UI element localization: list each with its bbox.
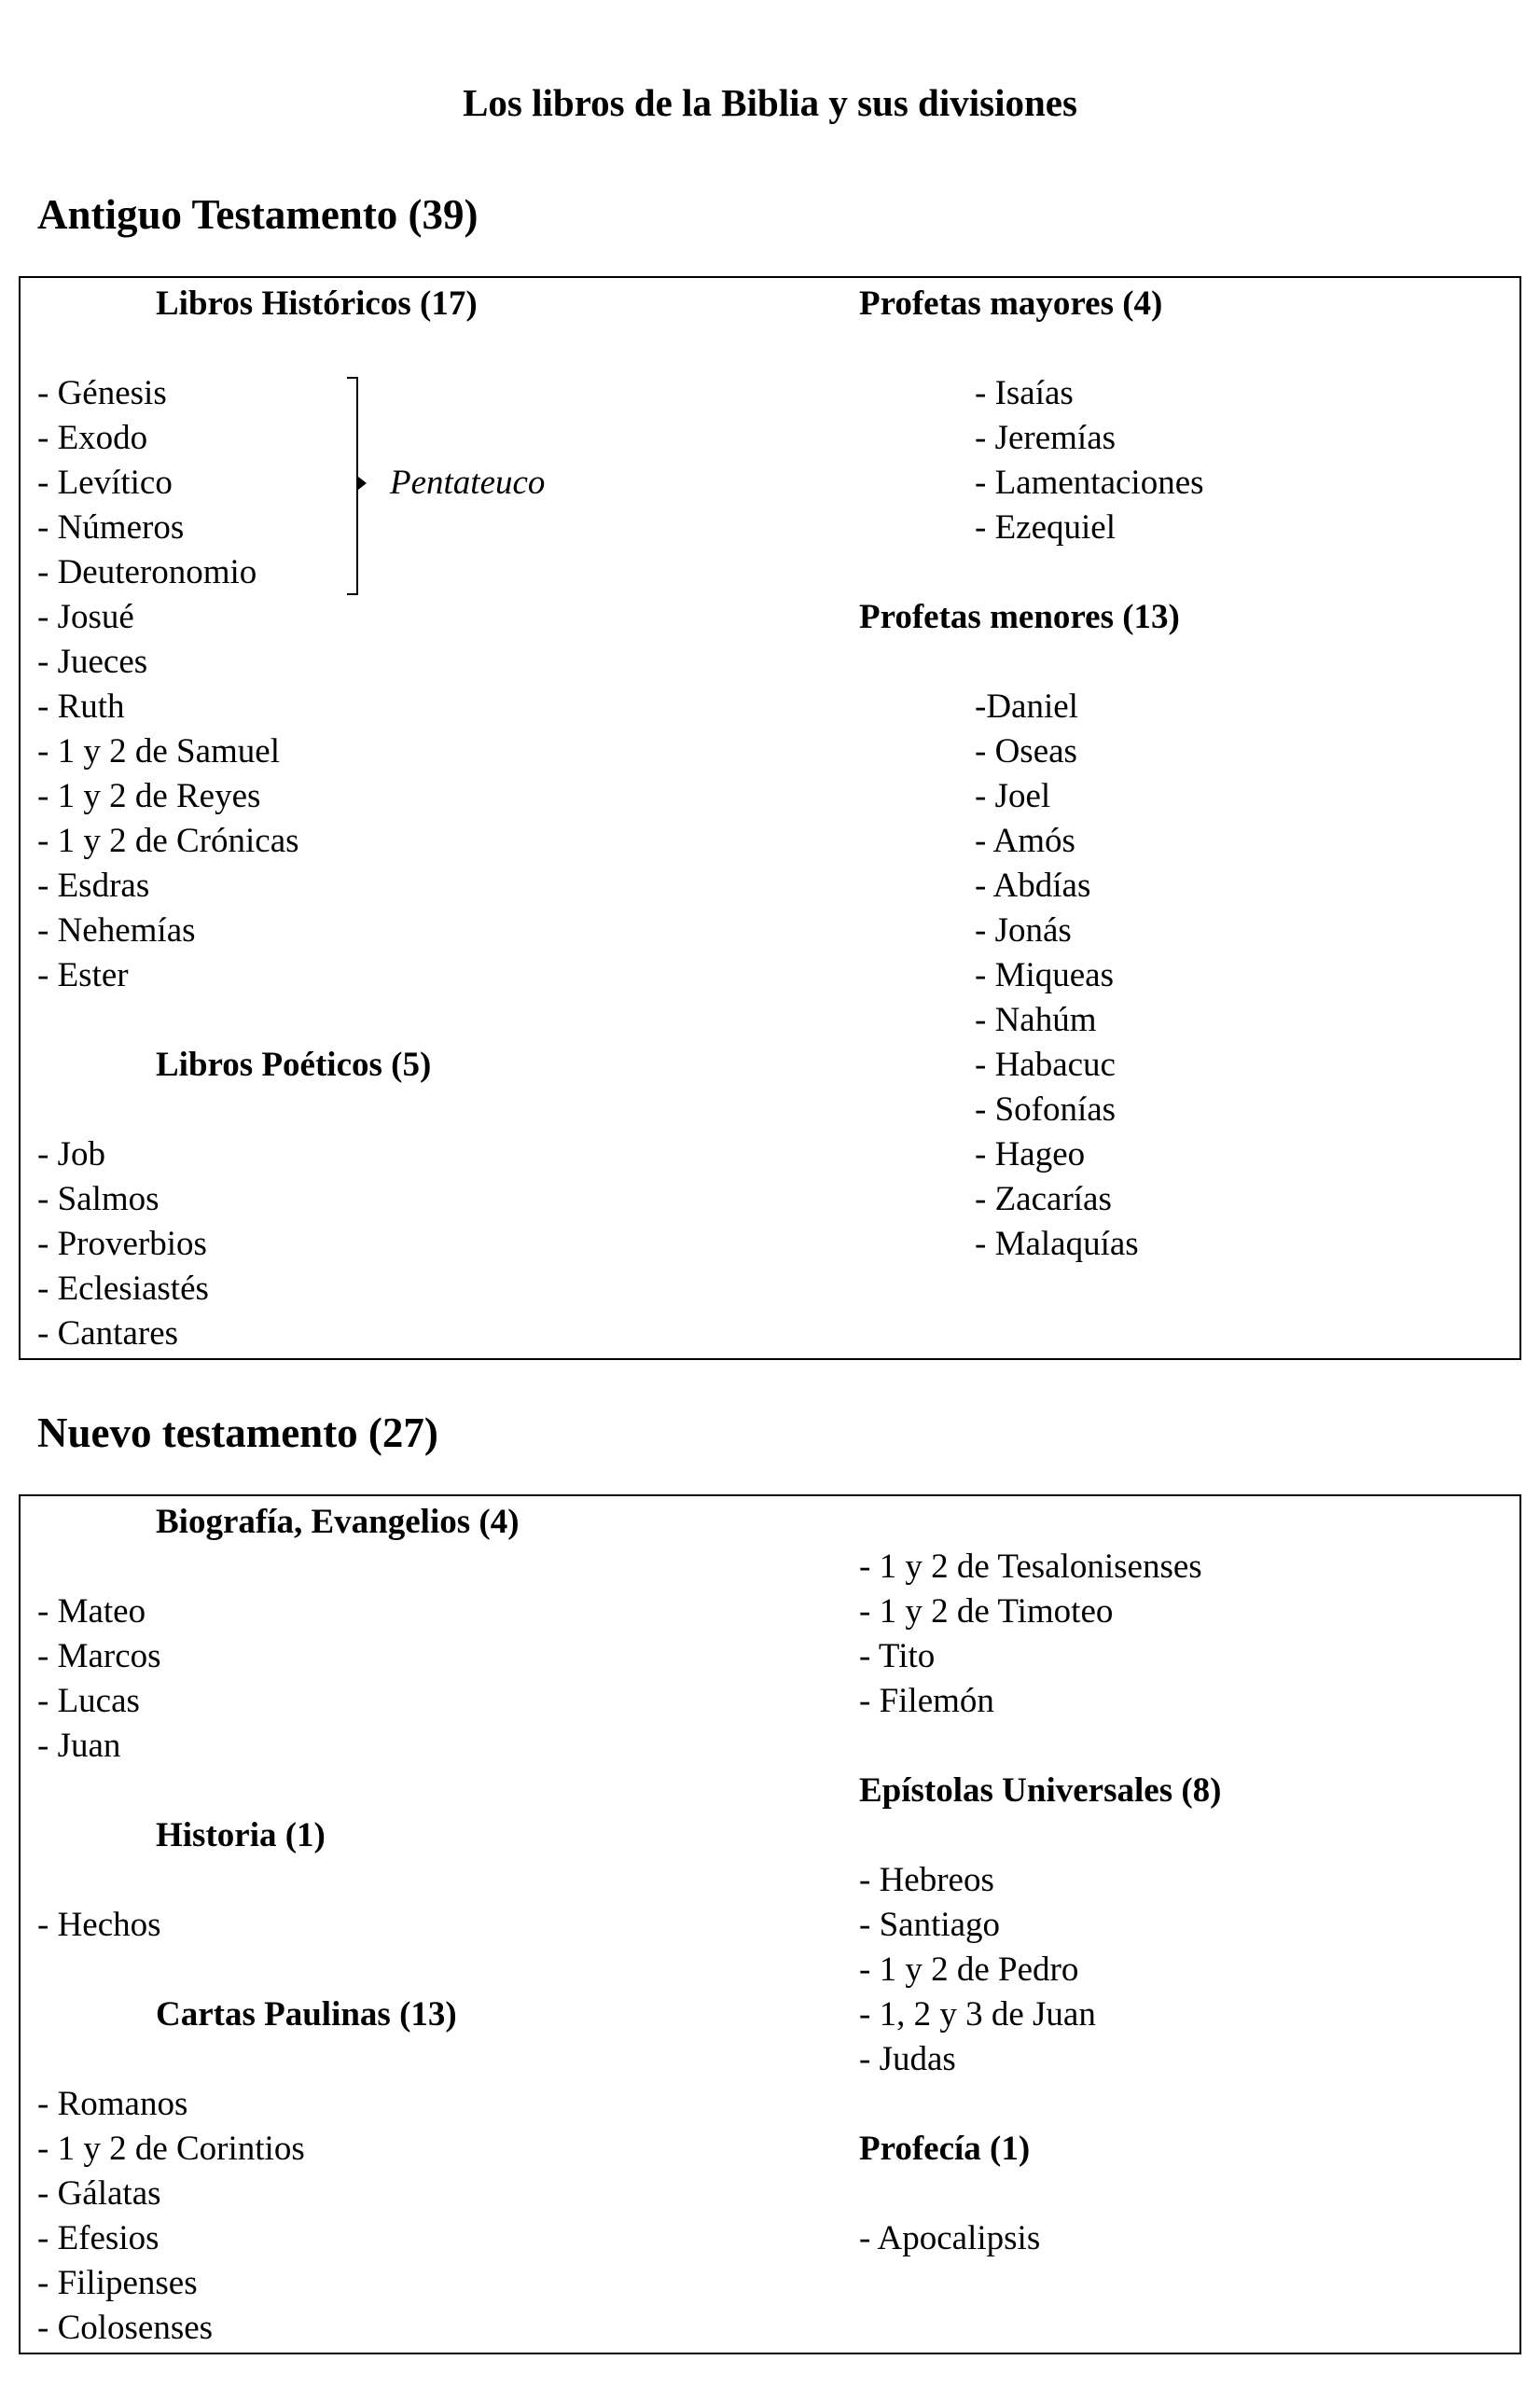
historical-book-item: - Levítico: [37, 464, 173, 502]
history-heading: Historia (1): [156, 1816, 326, 1854]
historical-book-item: - Nehemías: [37, 911, 196, 950]
minor-prophet-item: - Amós: [975, 822, 1075, 860]
pauline-letter-item: - 1 y 2 de Timoteo: [859, 1592, 1114, 1631]
historical-book-item: - Deuteronomio: [37, 553, 257, 591]
historical-book-item: - Génesis: [37, 374, 167, 412]
minor-prophet-item: - Joel: [975, 777, 1051, 815]
universal-epistle-item: - 1 y 2 de Pedro: [859, 1951, 1079, 1989]
minor-prophet-item: - Abdías: [975, 867, 1091, 905]
pentateuch-arrow-icon: [358, 477, 367, 490]
pentateuch-label: Pentateuco: [390, 464, 546, 502]
prophecy-heading: Profecía (1): [859, 2130, 1031, 2168]
historical-book-item: - Jueces: [37, 643, 148, 681]
historical-book-item: - 1 y 2 de Reyes: [37, 777, 261, 815]
minor-prophet-item: - Nahúm: [975, 1001, 1097, 1039]
history-list: [37, 1903, 161, 1948]
universal-epistles-list: [859, 1858, 1096, 2082]
universal-epistle-item: - Santiago: [859, 1906, 1001, 1944]
poetic-books-list: [37, 1132, 209, 1356]
minor-prophet-item: -Daniel: [975, 687, 1078, 726]
pauline-letter-item: - Romanos: [37, 2085, 188, 2123]
gospels-list: [37, 1590, 161, 1769]
prophecy-item: - Apocalipsis: [859, 2219, 1041, 2257]
historical-book-item: - Números: [37, 508, 185, 547]
pauline-letter-item: - Filipenses: [37, 2264, 198, 2302]
gospels-heading: Biografía, Evangelios (4): [156, 1503, 520, 1541]
historical-book-item: - Esdras: [37, 867, 150, 905]
pauline-letters-continued-list: [859, 1545, 1202, 1724]
pauline-letters-list: [37, 2082, 305, 2351]
major-prophet-item: - Ezequiel: [975, 508, 1116, 547]
poetic-book-item: - Eclesiastés: [37, 1270, 209, 1308]
major-prophet-item: - Jeremías: [975, 419, 1117, 457]
prophecy-list: [859, 2216, 1040, 2261]
old-testament-title: Antiguo Testamento (39): [37, 191, 479, 238]
minor-prophet-item: - Sofonías: [975, 1090, 1117, 1129]
gospel-item: - Marcos: [37, 1637, 161, 1675]
minor-prophet-item: - Hageo: [975, 1135, 1086, 1173]
pauline-letters-heading: Cartas Paulinas (13): [156, 1995, 457, 2034]
major-prophet-item: - Isaías: [975, 374, 1074, 412]
historical-book-item: - 1 y 2 de Samuel: [37, 732, 280, 771]
minor-prophet-item: - Oseas: [975, 732, 1077, 771]
pauline-letter-item: - Gálatas: [37, 2174, 161, 2213]
gospel-item: - Juan: [37, 1727, 121, 1765]
historical-book-item: - Exodo: [37, 419, 148, 457]
major-prophets-heading: Profetas mayores (4): [859, 285, 1163, 323]
minor-prophet-item: - Jonás: [975, 911, 1072, 950]
minor-prophet-item: - Malaquías: [975, 1225, 1139, 1263]
poetic-book-item: - Salmos: [37, 1180, 160, 1218]
pauline-letter-item: - Colosenses: [37, 2309, 214, 2347]
major-prophets-list: [975, 371, 1204, 550]
historical-book-item: - Josué: [37, 598, 134, 636]
historical-books-heading: Libros Históricos (17): [156, 285, 478, 323]
poetic-book-item: - Job: [37, 1135, 105, 1173]
historical-books-list: [37, 371, 299, 998]
history-item: - Hechos: [37, 1906, 161, 1944]
major-prophet-item: - Lamentaciones: [975, 464, 1204, 502]
poetic-books-heading: Libros Poéticos (5): [156, 1046, 432, 1084]
pauline-letter-item: - 1 y 2 de Corintios: [37, 2130, 305, 2168]
minor-prophets-list: [975, 685, 1139, 1267]
pentateuch-bracket: [347, 377, 358, 595]
gospel-item: - Lucas: [37, 1682, 140, 1720]
universal-epistle-item: - Hebreos: [859, 1861, 994, 1899]
minor-prophet-item: - Miqueas: [975, 956, 1114, 994]
minor-prophet-item: - Habacuc: [975, 1046, 1116, 1084]
minor-prophets-heading: Profetas menores (13): [859, 598, 1180, 636]
universal-epistle-item: - 1, 2 y 3 de Juan: [859, 1995, 1096, 2034]
universal-epistle-item: - Judas: [859, 2040, 956, 2078]
poetic-book-item: - Cantares: [37, 1314, 179, 1353]
minor-prophet-item: - Zacarías: [975, 1180, 1112, 1218]
historical-book-item: - 1 y 2 de Crónicas: [37, 822, 299, 860]
new-testament-title: Nuevo testamento (27): [37, 1409, 438, 1456]
poetic-book-item: - Proverbios: [37, 1225, 207, 1263]
pauline-letter-item: - Efesios: [37, 2219, 160, 2257]
pauline-letter-item: - Filemón: [859, 1682, 994, 1720]
historical-book-item: - Ruth: [37, 687, 125, 726]
gospel-item: - Mateo: [37, 1592, 146, 1631]
pauline-letter-item: - 1 y 2 de Tesalonisenses: [859, 1548, 1202, 1586]
universal-epistles-heading: Epístolas Universales (8): [859, 1771, 1222, 1810]
historical-book-item: - Ester: [37, 956, 129, 994]
document-title: Los libros de la Biblia y sus divisiones: [463, 81, 1077, 124]
pauline-letter-item: - Tito: [859, 1637, 936, 1675]
